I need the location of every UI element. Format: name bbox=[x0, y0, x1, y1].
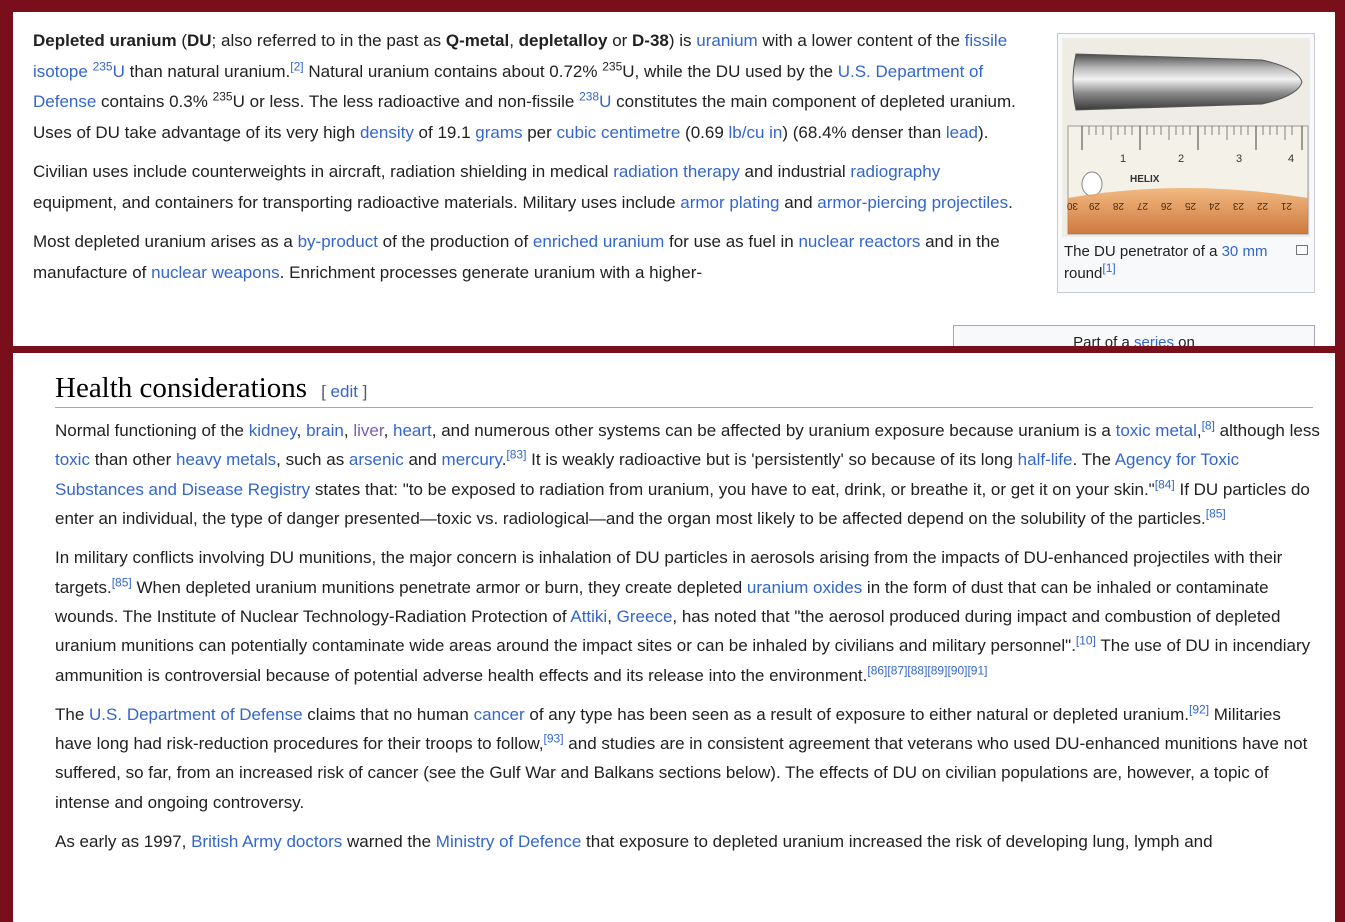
text-run: and bbox=[403, 450, 442, 470]
section-body bbox=[55, 416, 1320, 866]
text-run: , bbox=[383, 421, 394, 440]
bold-term: DU bbox=[186, 31, 212, 50]
ruler-cm-label: 28 bbox=[1112, 200, 1124, 211]
ruler-cm-label: 29 bbox=[1088, 200, 1100, 211]
text-run: of 19.1 bbox=[413, 122, 476, 142]
text-run: states that: "to be exposed to radiation from uranium, you have to eat, drink, or breathe it, or get it on your skin." bbox=[310, 479, 1155, 499]
link-enriched-uranium[interactable]: enriched uranium bbox=[532, 232, 665, 251]
ruler-cm-label: 23 bbox=[1232, 200, 1244, 211]
citation-reference[interactable]: [89] bbox=[927, 663, 948, 678]
text-run: , and numerous other systems can be affected by uranium exposure because uranium is a bbox=[431, 421, 1116, 440]
text-run: Natural uranium contains about 0.72% bbox=[303, 61, 603, 81]
link-nuclear-weapons[interactable]: nuclear weapons bbox=[151, 262, 280, 282]
citation-reference[interactable]: [85] bbox=[1205, 506, 1226, 521]
text-run: Militaries have long had risk-reduction procedures for their troops to follow, bbox=[55, 704, 1281, 754]
link-agency-for-toxic-substances-and-disease-registry[interactable]: Agency for Toxic Substances and Disease Registry bbox=[55, 450, 1240, 499]
intro-text bbox=[33, 26, 1028, 297]
link-lb-cu-in[interactable]: lb/cu in bbox=[728, 122, 783, 142]
link-kidney[interactable]: kidney bbox=[248, 421, 297, 440]
citation-reference[interactable]: [10] bbox=[1075, 633, 1096, 648]
bold-term: depletalloy bbox=[518, 31, 608, 50]
text-run: constitutes the main component of depleted uranium. Uses of DU take advantage of its very high bbox=[33, 92, 1016, 142]
link-density[interactable]: density bbox=[359, 122, 414, 142]
link-nuclear-reactors[interactable]: nuclear reactors bbox=[798, 232, 921, 251]
isotope-mass-link[interactable]: 238 bbox=[579, 89, 600, 104]
text-run: As early as 1997, bbox=[55, 831, 192, 851]
edit-link[interactable]: edit bbox=[330, 382, 358, 401]
citation-reference[interactable]: [84] bbox=[1154, 477, 1175, 492]
text-run: than other bbox=[89, 450, 176, 470]
link-uranium-oxides[interactable]: uranium oxides bbox=[746, 577, 863, 597]
text-run: Most depleted uranium arises as a bbox=[33, 232, 298, 251]
link-cubic-centimetre[interactable]: cubic centimetre bbox=[556, 122, 681, 142]
citation-reference[interactable]: [93] bbox=[543, 731, 564, 746]
text-run: , bbox=[343, 421, 354, 440]
link-armor-plating[interactable]: armor plating bbox=[680, 192, 780, 212]
link-heart[interactable]: heart bbox=[393, 421, 432, 440]
ruler-cm-label: 24 bbox=[1208, 200, 1220, 211]
text-run: , bbox=[509, 31, 519, 50]
citation-reference[interactable]: [91] bbox=[967, 663, 988, 678]
text-run: of any type has been seen as a result of exposure to either natural or depleted uranium. bbox=[524, 704, 1190, 724]
link-armor-piercing-projectiles[interactable]: armor-piercing projectiles bbox=[817, 192, 1009, 212]
text-run: ( bbox=[176, 31, 187, 50]
isotope-mass-number: 235 bbox=[212, 89, 233, 104]
link-greece[interactable]: Greece bbox=[616, 606, 673, 626]
ruler-inch-label: 1 bbox=[1120, 153, 1127, 165]
link-liver[interactable]: liver bbox=[353, 421, 384, 440]
intro-paragraph bbox=[33, 26, 1028, 148]
text-run: ; also referred to in the past as bbox=[211, 31, 446, 50]
text-run: ) is bbox=[668, 31, 697, 50]
citation-reference[interactable]: [90] bbox=[947, 663, 968, 678]
text-run: When depleted uranium munitions penetrate armor or burn, they create depleted bbox=[131, 577, 747, 597]
link-lead[interactable]: lead bbox=[945, 122, 979, 142]
text-run: or bbox=[607, 31, 633, 50]
link-u-s-department-of-defense[interactable]: U.S. Department of Defense bbox=[33, 61, 984, 111]
text-run: per bbox=[522, 122, 557, 142]
text-run: In military conflicts involving DU munitions, the major concern is inhalation of DU particles in aerosols arising from the impacts of DU-enhanced projectiles with their targets. bbox=[55, 548, 1283, 597]
link-radiation-therapy[interactable]: radiation therapy bbox=[613, 162, 740, 181]
link-ministry-of-defence[interactable]: Ministry of Defence bbox=[435, 831, 582, 851]
text-run: U, while the DU used by the bbox=[622, 61, 838, 81]
text-run: in the form of dust that can be inhaled or contaminate wounds. The Institute of Nuclear Technology-Radiation Protection of bbox=[55, 577, 1269, 626]
link-toxic-metal[interactable]: toxic metal bbox=[1115, 421, 1197, 440]
link-grams[interactable]: grams bbox=[475, 122, 523, 142]
figure-caption: The DU penetrator of a 30 mm round[1] bbox=[1064, 243, 1268, 282]
ruler-brand-label: HELIX bbox=[1130, 174, 1160, 185]
text-run: for use as fuel in bbox=[664, 232, 799, 251]
link-u-s-department-of-defense[interactable]: U.S. Department of Defense bbox=[89, 704, 303, 724]
link-u[interactable]: U bbox=[112, 61, 125, 81]
link-half-life[interactable]: half-life bbox=[1017, 450, 1073, 470]
text-run: ) (68.4% denser than bbox=[782, 122, 946, 142]
intro-panel bbox=[13, 12, 1335, 346]
citation-reference[interactable]: [88] bbox=[907, 663, 928, 678]
citation-reference[interactable]: [86] bbox=[867, 663, 888, 678]
text-run: . bbox=[501, 450, 507, 470]
ruler-cm-label: 27 bbox=[1136, 200, 1148, 211]
text-run: and studies are in consistent agreement that veterans who used DU-enhanced munitions have not suffered, so far, from an increased risk of cancer (see the Gulf War and Balkans sections below). The effects of DU on civilian populations are, however, a topic of intense and ongoing controversy. bbox=[55, 734, 1308, 812]
body-paragraph bbox=[55, 700, 1320, 818]
intro-paragraph bbox=[33, 227, 1028, 288]
enlarge-icon[interactable] bbox=[1296, 245, 1308, 255]
text-run: U or less. The less radioactive and non-fissile bbox=[232, 92, 580, 111]
text-run: than natural uranium. bbox=[124, 61, 291, 81]
text-run: of the production of bbox=[377, 232, 533, 251]
edit-section-control: [ edit ] bbox=[321, 382, 368, 401]
link-attiki[interactable]: Attiki bbox=[570, 606, 608, 626]
isotope-mass-number: 235 bbox=[602, 58, 623, 73]
body-paragraph bbox=[55, 543, 1320, 690]
link-uranium[interactable]: uranium bbox=[696, 31, 758, 50]
bold-term: Depleted uranium bbox=[33, 31, 177, 50]
link-british-army-doctors[interactable]: British Army doctors bbox=[191, 831, 343, 851]
text-run: , bbox=[296, 421, 307, 440]
link-fissile-isotope[interactable]: fissile isotope bbox=[33, 31, 1008, 81]
bold-term: D-38 bbox=[632, 31, 669, 50]
text-run: claims that no human bbox=[302, 704, 474, 724]
series-link[interactable]: series bbox=[1134, 334, 1175, 346]
citation-reference[interactable]: [87] bbox=[887, 663, 908, 678]
link-radiography[interactable]: radiography bbox=[850, 162, 941, 181]
citation-reference[interactable]: [83] bbox=[506, 447, 527, 462]
section-heading bbox=[55, 367, 1313, 408]
text-run: , has noted that "the aerosol produced during impact and combustion of depleted uranium munitions can potentially contaminate wide areas around the impact sites or can be inhaled by civilians and military personnel". bbox=[55, 606, 1281, 656]
ruler-cm-label: 26 bbox=[1160, 200, 1172, 211]
ruler-cm-label: 21 bbox=[1280, 200, 1292, 211]
text-run: and industrial bbox=[739, 162, 851, 181]
text-run: The bbox=[55, 704, 90, 724]
penetrator-on-ruler-illustration bbox=[1062, 38, 1310, 237]
link-by-product[interactable]: by-product bbox=[297, 232, 378, 251]
section-title: Health considerations bbox=[55, 372, 308, 404]
link-brain[interactable]: brain bbox=[306, 421, 344, 440]
citation-reference[interactable]: [2] bbox=[290, 58, 304, 73]
text-run: equipment, and containers for transporting radioactive materials. Military uses include bbox=[33, 192, 681, 212]
link-arsenic[interactable]: arsenic bbox=[348, 450, 404, 470]
figure-thumbnail[interactable] bbox=[1057, 33, 1315, 293]
text-run: although less bbox=[1214, 421, 1320, 440]
text-run: and in the manufacture of bbox=[33, 232, 1000, 282]
text-run: warned the bbox=[342, 831, 436, 851]
ruler-inch-label: 4 bbox=[1288, 153, 1295, 165]
text-run: The use of DU in incendiary ammunition is controversial because of potential adverse health effects and its release into the environment. bbox=[55, 636, 1311, 685]
text-run: , such as bbox=[276, 450, 349, 470]
text-run: that exposure to depleted uranium increased the risk of developing lung, lymph and bbox=[581, 831, 1213, 851]
text-run: . The bbox=[1072, 450, 1115, 470]
ruler-inch-label: 3 bbox=[1236, 153, 1243, 165]
link-toxic[interactable]: toxic bbox=[55, 450, 90, 470]
body-paragraph bbox=[55, 416, 1320, 534]
text-run: It is weakly radioactive but is 'persistently' so because of its long bbox=[526, 450, 1018, 470]
series-sidebar-box: Part of a series on bbox=[953, 325, 1315, 346]
text-run: , bbox=[607, 606, 617, 626]
text-run: ). bbox=[978, 122, 989, 142]
text-run: contains 0.3% bbox=[96, 92, 213, 111]
text-run: . Enrichment processes generate uranium with a higher- bbox=[279, 262, 703, 282]
du-penetrator-image[interactable] bbox=[1062, 38, 1310, 237]
isotope-mass-link[interactable]: 235 bbox=[92, 58, 113, 73]
text-run: Normal functioning of the bbox=[55, 421, 249, 440]
caption-link-30mm[interactable]: 30 mm bbox=[1221, 243, 1268, 260]
text-run: If DU particles do enter an individual, the type of danger presented—toxic vs. radiological—and the organ most likely to be affected depend on the solubility of the particles. bbox=[55, 479, 1310, 529]
text-run: Civilian uses include counterweights in aircraft, radiation shielding in medical bbox=[33, 162, 614, 181]
citation-reference[interactable]: [92] bbox=[1189, 702, 1210, 716]
ruler-inch-label: 2 bbox=[1178, 153, 1185, 165]
ruler-cm-label: 22 bbox=[1256, 200, 1268, 211]
intro-paragraph bbox=[33, 157, 1028, 218]
caption-reference[interactable]: [1] bbox=[1102, 261, 1116, 275]
bold-term: Q-metal bbox=[445, 31, 510, 50]
link-mercury[interactable]: mercury bbox=[441, 450, 502, 470]
text-run: (0.69 bbox=[680, 122, 729, 142]
text-run: and bbox=[779, 192, 818, 212]
text-run: , bbox=[1196, 421, 1202, 440]
ruler-cm-label: 30 bbox=[1066, 200, 1078, 211]
citation-reference[interactable]: [85] bbox=[111, 574, 132, 589]
link-cancer[interactable]: cancer bbox=[473, 704, 525, 724]
ruler-cm-label: 25 bbox=[1184, 200, 1196, 211]
body-paragraph bbox=[55, 827, 1320, 856]
citation-reference[interactable]: [8] bbox=[1201, 418, 1215, 433]
link-u[interactable]: U bbox=[599, 92, 612, 111]
text-run: with a lower content of the bbox=[757, 31, 965, 50]
health-section-panel bbox=[13, 353, 1335, 922]
link-heavy-metals[interactable]: heavy metals bbox=[175, 450, 277, 470]
text-run: . bbox=[1008, 192, 1013, 212]
